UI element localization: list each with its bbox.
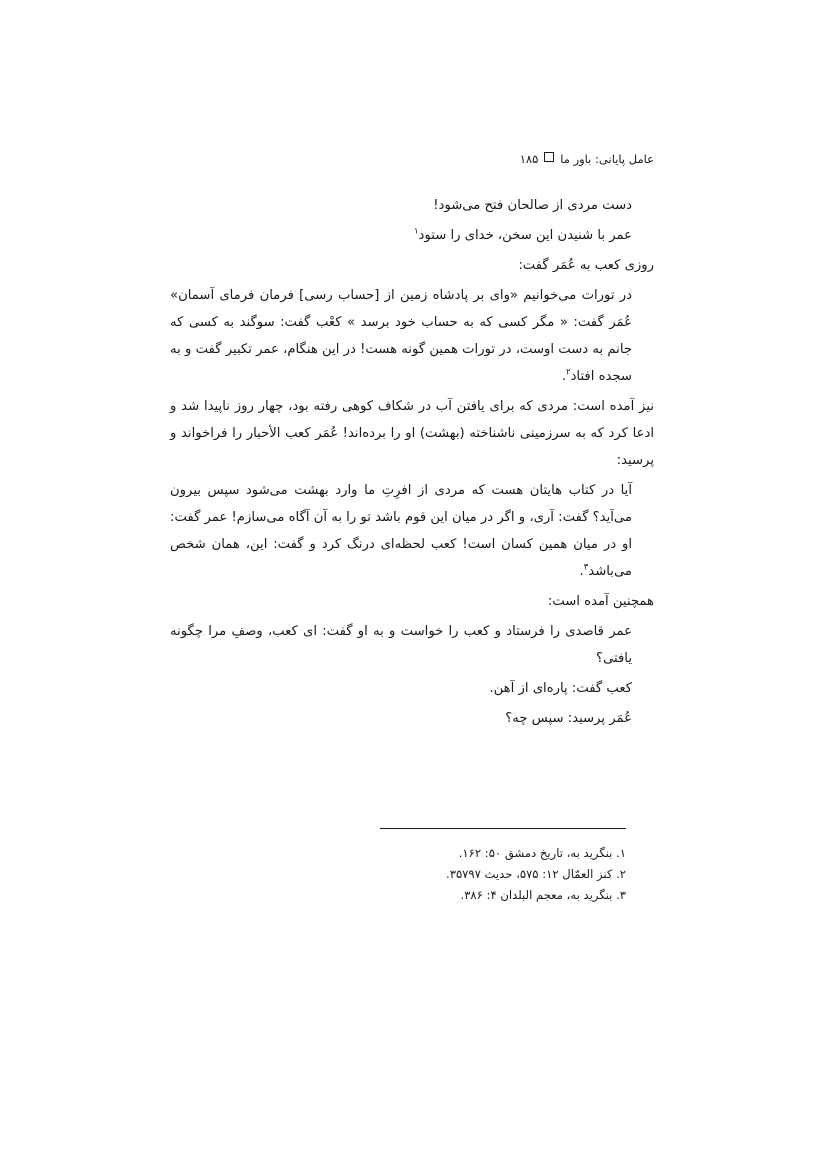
quote-block-2-text: آیا در کتاب هایتان هست که مردی از افرِتِ ما وارد بهشت می‌شود سپس بیرون می‌آید؟ گفت: آری، و اگر در میان این قوم باشد تو را به آن آگاه می‌سازم! عمر گفت: او در میان همین کسان است! کعب لحظه‌ای درنگ کرد و گفت: این، همان شخص می‌باشد [170,483,632,579]
paragraph-5-text: همچنین آمده است: [547,594,654,609]
footnote-separator [380,828,626,829]
paragraph-2 [170,222,632,249]
quote-block-1: در تورات می‌خوانیم «وای بر پادشاه زمین از [حساب رسی] فرمان فرمای آسمان» عُمَر گفت: « مگر کسی که به حساب خود برسد » کعْب گفت: سوگند به کسی که جانم به دست اوست، در تورات همین گونه هست! در این هنگام، عمر تکبیر گفت و به سجده افتاد$^۲$. [170,288,632,384]
paragraph-7 [170,705,632,732]
footnote-ref-2[interactable]: ۲ [565,367,571,378]
paragraph-4 [170,393,654,474]
paragraph-1 [170,192,632,219]
quote-block-2: آیا در کتاب هایتان هست که مردی از افرِتِ ما وارد بهشت می‌شود سپس بیرون می‌آید؟ گفت: آری، و اگر در میان این قوم باشد تو را به آن آگاه می‌سازم! عمر گفت: او در میان همین کسان است! کعب لحظه‌ای درنگ کرد و گفت: این، همان شخص می‌باشد$^۳$. [170,483,632,579]
paragraph-4-text: نیز آمده است: مردی که برای یافتن آب در شکاف کوهی رفته بود، چهار روز ناپیدا شد و ادعا کرد که به سرزمینی ناشناخته (بهشت) او را برده‌اند! عُمَر کعب الأحبار را فراخواند و پرسید: [170,399,654,468]
square-bullet-icon [544,152,554,162]
quote-block-1-text: در تورات می‌خوانیم «وای بر پادشاه زمین از [حساب رسی] فرمان فرمای آسمان» عُمَر گفت: « مگر کسی که به حساب خود برسد » کعْب گفت: سوگند به کسی که جانم به دست اوست، در تورات همین گونه هست! در این هنگام، عمر تکبیر گفت و به سجده افتاد [170,288,632,384]
page-number: ۱۸۵ [519,152,539,166]
running-title: عامل پایانی: باور ما [560,152,654,166]
paragraph-2-text: عمر با شنیدن این سخن، خدای را ستود [418,228,632,243]
footnote-item-2: ۲. کنز العمّال ۱۲: ۵۷۵، حدیث ۳۵۷۹۷. [446,867,626,881]
paragraph-5 [170,588,654,615]
footnote-item-1: ۱. بنگرید به، تاریخ دمشق ۵۰: ۱۶۲. [458,846,626,860]
running-header [170,152,654,166]
paragraph-1-text: دست مردی از صالحان فتح می‌شود! [433,198,632,213]
page-content [170,152,654,735]
footnotes-section [176,843,626,906]
quote-block-3-text: عمر قاصدی را فرستاد و کعب را خواست و به او گفت: ای کعب، وصفِ مرا چگونه یافتی؟ [170,624,632,666]
paragraph-3-text: روزی کعب به عُمَر گفت: [518,258,654,273]
quote-block-3 [170,618,632,672]
footnote-ref-1[interactable]: ۱ [413,226,419,237]
paragraph-7-text: عُمَر پرسید: سپس چه؟ [505,711,632,726]
footnote-ref-3[interactable]: ۳ [583,562,589,573]
paragraph-3 [170,252,654,279]
paragraph-6-text: کعب گفت: پاره‌ای از آهن. [489,681,632,696]
paragraph-6 [170,675,632,702]
footnote-item-3: ۳. بنگرید به، معجم البلدان ۴: ۳۸۶. [460,888,626,902]
